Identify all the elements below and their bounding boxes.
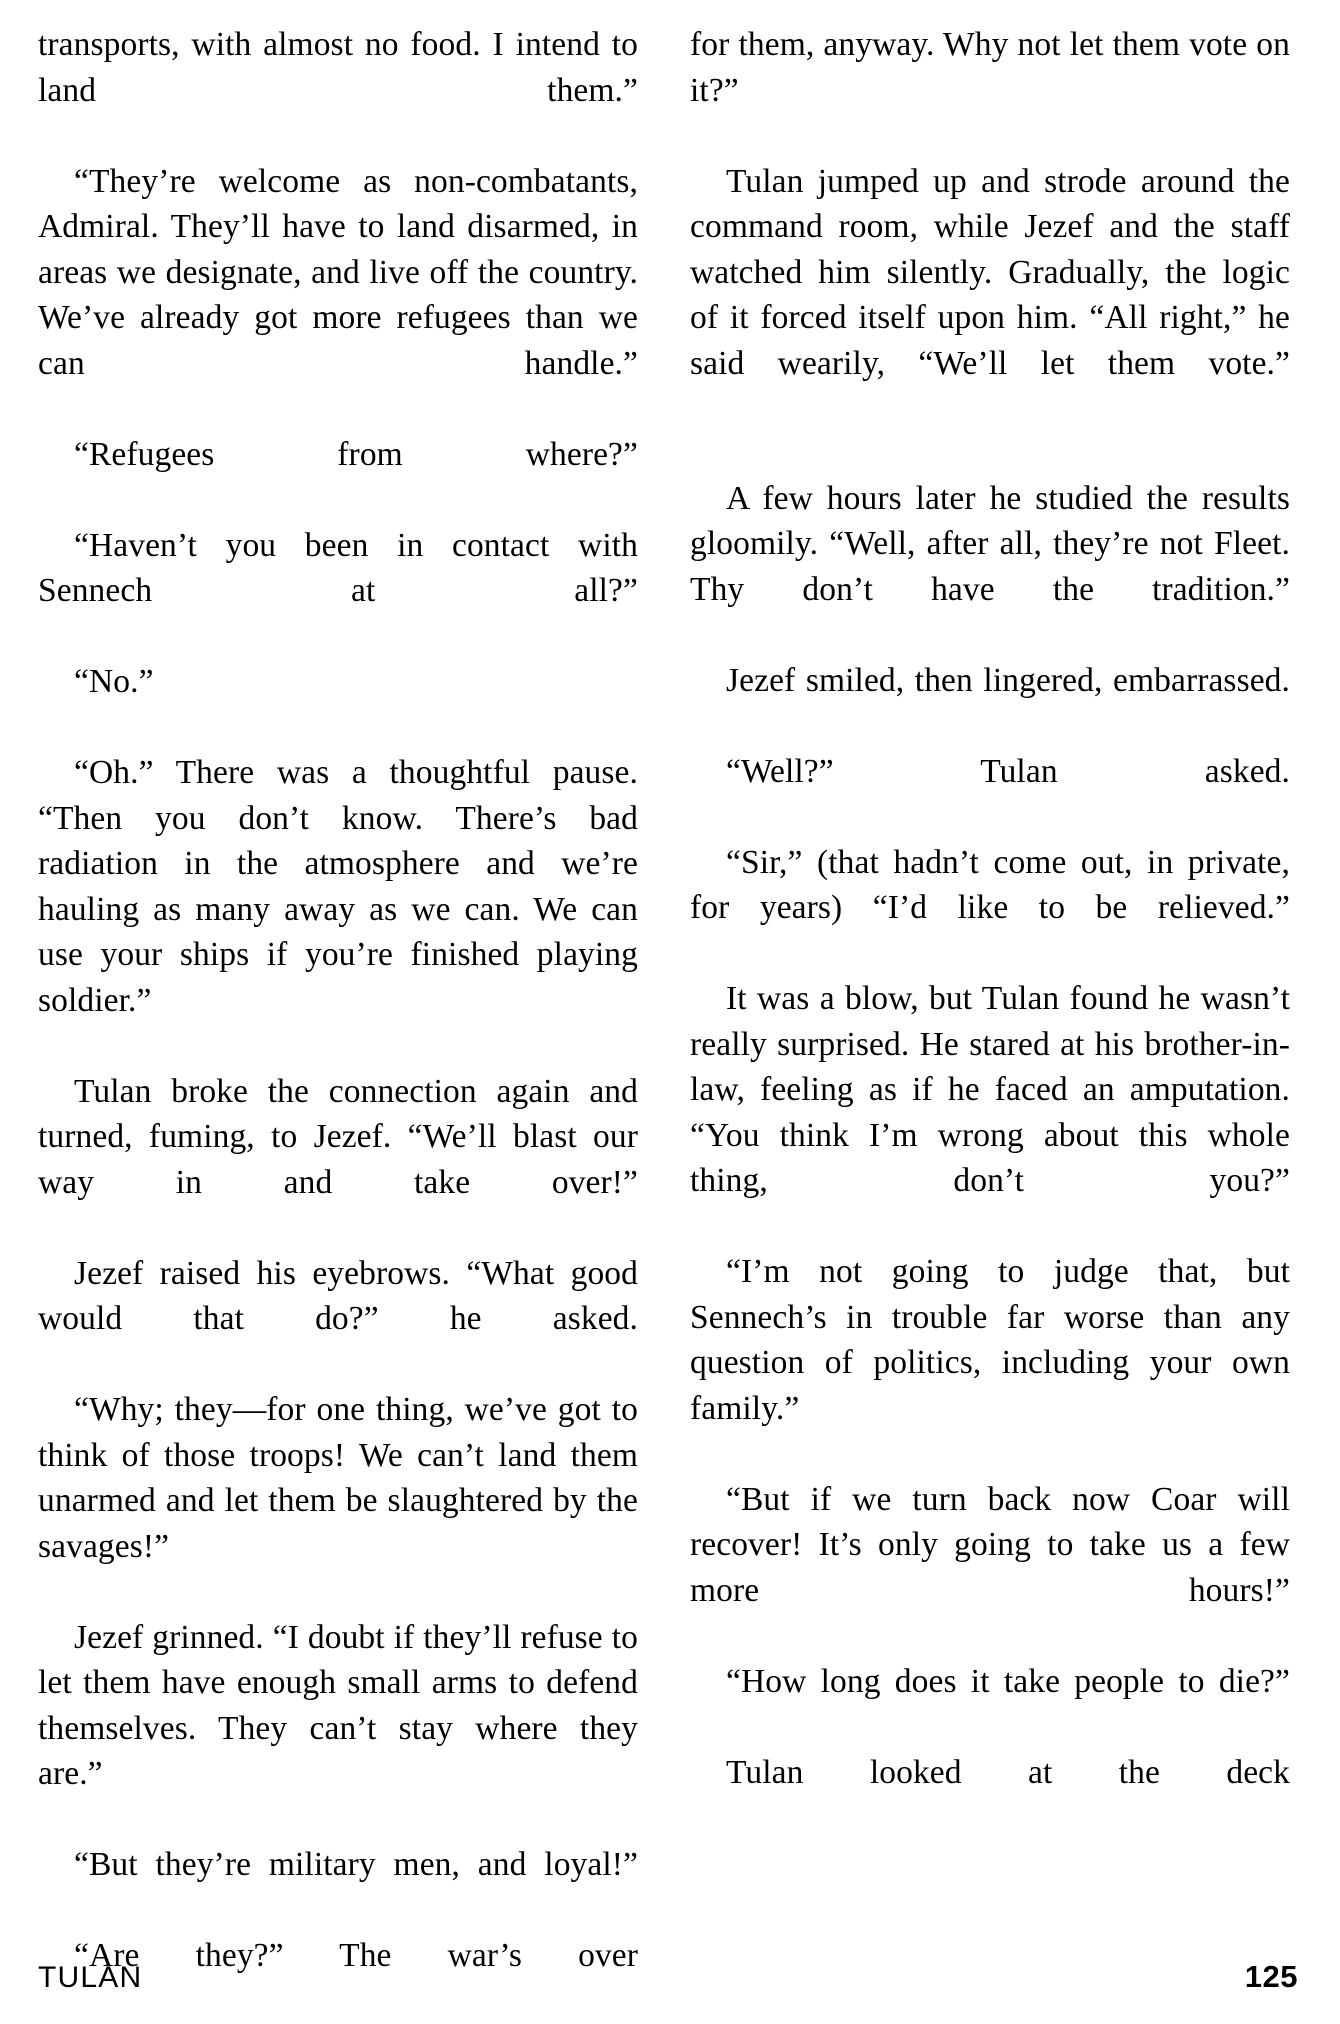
right-text-column (690, 22, 1290, 1841)
text-columns (38, 22, 1298, 1974)
body-paragraph: “But if we turn back now Coar will recover! It’s only going to take us a few more hours!” (690, 1480, 1290, 1609)
body-paragraph: “I’m not going to judge that, but Sennech’s in trouble far worse than any question of politics, including your own family.” (690, 1253, 1290, 1427)
body-paragraph: Jezef grinned. “I doubt if they’ll refuse to let them have enough small arms to defend themselves. They can’t stay where they are.” (38, 1618, 638, 1792)
body-paragraph: “But they’re military men, and loyal!” (74, 1846, 638, 1883)
body-paragraph: “Haven’t you been in contact with Sennech at all?” (38, 526, 638, 609)
body-paragraph: Tulan broke the connection again and turned, fuming, to Jezef. “We’ll blast our way in and take over!” (38, 1072, 638, 1201)
body-paragraph: for them, anyway. Why not let them vote on it?” (690, 26, 1290, 109)
body-paragraph: “Why; they—for one thing, we’ve got to think of those troops! We can’t land them unarmed and let them be slaughtered by the savages!” (38, 1391, 638, 1565)
running-head: TULAN (38, 1961, 143, 1994)
body-paragraph: “Refugees from where?” (74, 435, 638, 473)
body-paragraph: transports, with almost no food. I intend to land them.” (38, 26, 638, 109)
body-paragraph: Jezef raised his eyebrows. “What good would that do?” he asked. (38, 1254, 638, 1337)
body-paragraph: Tulan looked at the deck (726, 1753, 1290, 1791)
body-paragraph: “Well?” Tulan asked. (726, 752, 1290, 790)
page-footer (38, 1959, 1298, 1995)
page-number: 125 (1244, 1959, 1298, 1994)
body-paragraph: Tulan jumped up and strode around the command room, while Jezef and the staff watched him silently. Gradually, the logic of it forced itself upon him. “All right,” he said wearily, “We’ll let them vote.” (690, 162, 1290, 382)
body-paragraph: Jezef smiled, then lingered, embarrassed. (726, 661, 1290, 699)
body-paragraph: It was a blow, but Tulan found he wasn’t really surprised. He stared at his brother-in-law, feeling as if he faced an amputation. “You think I’m wrong about this whole thing, don’t you?” (690, 980, 1290, 1199)
body-paragraph: “Oh.” There was a thoughtful pause. “Then you don’t know. There’s bad radiation in the atmosphere and we’re hauling as many away as we can. We can use your ships if you’re finished playing soldier.” (38, 754, 638, 1019)
body-paragraph: “They’re welcome as non-combatants, Admiral. They’ll have to land disarmed, in areas we designate, and live off the country. We’ve already got more refugees than we can handle.” (38, 162, 638, 382)
body-paragraph: A few hours later he studied the results gloomily. “Well, after all, they’re not Fleet. Thy don’t have the tradition.” (690, 479, 1290, 608)
body-paragraph: “Sir,” (that hadn’t come out, in private, for years) “I’d like to be relieved.” (690, 843, 1290, 926)
body-paragraph: “No.” (74, 663, 154, 700)
left-text-column (38, 22, 638, 2024)
body-paragraph: “How long does it take people to die?” (726, 1662, 1290, 1700)
body-paragraph: “Are they?” The war’s over (74, 1937, 638, 1974)
